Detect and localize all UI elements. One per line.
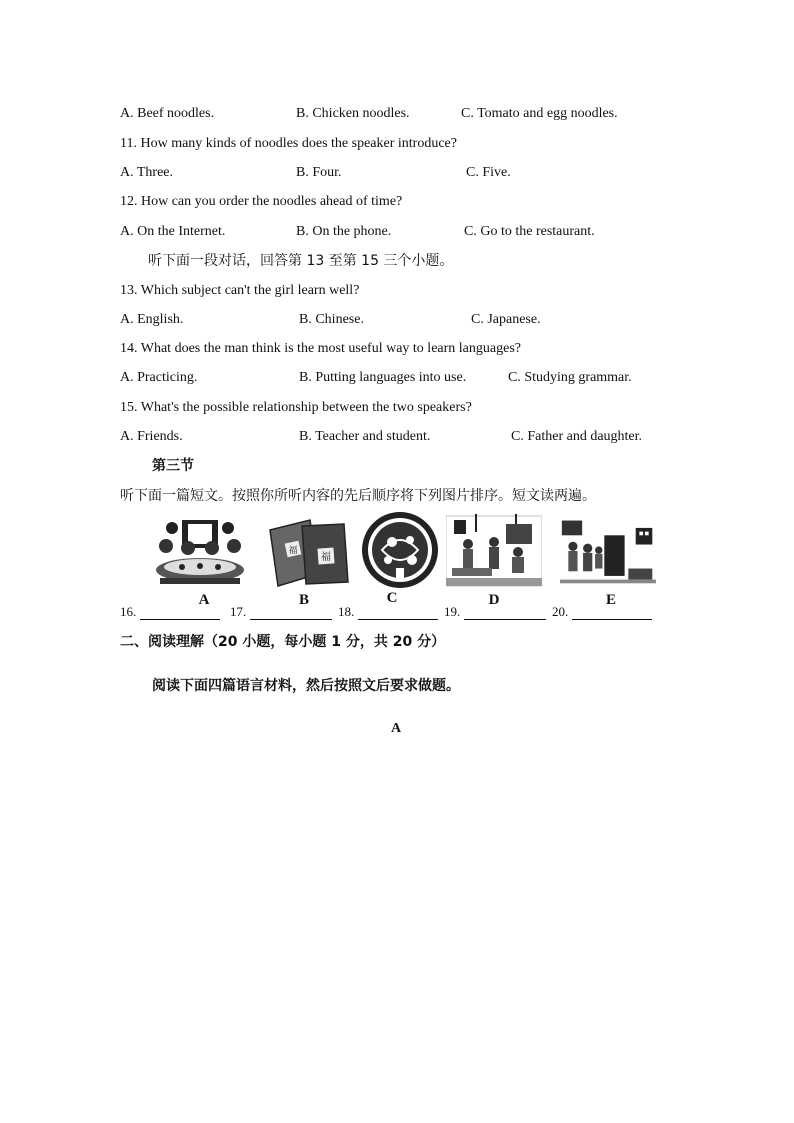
q13-option-b: B. Chinese. xyxy=(299,312,364,327)
answer-line-18[interactable] xyxy=(358,605,438,620)
q10-option-b: B. Chicken noodles. xyxy=(296,106,410,121)
answer-blank-18[interactable] xyxy=(338,604,438,620)
picture-label-a: A xyxy=(198,592,210,608)
family-room-icon xyxy=(446,512,542,590)
answer-line-19[interactable] xyxy=(464,605,546,620)
picture-label-d: D xyxy=(488,592,500,608)
picture-label-b: B xyxy=(298,592,309,608)
paper-cut-icon xyxy=(352,510,448,590)
svg-text:福: 福 xyxy=(321,552,331,563)
q11-option-b: B. Four. xyxy=(296,165,342,180)
q13-option-a: A. English. xyxy=(120,312,184,327)
q13-stem: 13. Which subject can't the girl learn well? xyxy=(120,283,360,298)
answer-line-20[interactable] xyxy=(572,605,652,620)
q10-option-c: C. Tomato and egg noodles. xyxy=(461,106,618,121)
q14-stem: 14. What does the man think is the most useful way to learn languages? xyxy=(120,341,521,356)
answer-blank-17[interactable] xyxy=(230,604,332,620)
q13-option-c: C. Japanese. xyxy=(471,312,541,327)
answer-number-16: 16. xyxy=(120,604,137,619)
q12-option-b: B. On the phone. xyxy=(296,224,392,239)
family-dinner-icon xyxy=(152,512,248,590)
answer-line-16[interactable] xyxy=(140,605,220,620)
q15-option-b: B. Teacher and student. xyxy=(299,429,431,444)
answer-blank-19[interactable] xyxy=(444,604,546,620)
section3-title: 第三节 xyxy=(152,458,194,474)
part2-instruction: 阅读下面四篇语言材料，然后按照文后要求做题。 xyxy=(152,678,460,694)
picture-label-c: C xyxy=(386,590,398,606)
q14-option-c: C. Studying grammar. xyxy=(508,370,632,385)
q15-option-a: A. Friends. xyxy=(120,429,183,444)
svg-text:福: 福 xyxy=(288,546,298,556)
dialogue-instruction: 听下面一段对话，回答第 13 至第 15 三个小题。 xyxy=(148,253,454,269)
passage-label: A xyxy=(391,721,402,736)
answer-blank-16[interactable] xyxy=(120,604,220,620)
q15-option-c: C. Father and daughter. xyxy=(511,429,643,444)
section3-instruction: 听下面一篇短文。按照你所听内容的先后顺序将下列图片排序。短文读两遍。 xyxy=(120,488,596,504)
q11-stem: 11. How many kinds of noodles does the speaker introduce? xyxy=(120,136,457,151)
doorway-visit-icon xyxy=(560,512,656,590)
q14-option-a: A. Practicing. xyxy=(120,370,198,385)
answer-number-19: 19. xyxy=(444,604,461,619)
q12-stem: 12. How can you order the noodles ahead of time? xyxy=(120,194,403,209)
q11-option-c: C. Five. xyxy=(466,165,511,180)
picture-label-e: E xyxy=(605,592,616,608)
q12-option-c: C. Go to the restaurant. xyxy=(464,224,595,239)
answer-number-18: 18. xyxy=(338,604,355,619)
red-envelope-icon xyxy=(262,512,358,590)
answer-number-20: 20. xyxy=(552,604,569,619)
answer-blank-20[interactable] xyxy=(552,604,652,620)
q10-option-a: A. Beef noodles. xyxy=(120,106,215,121)
part2-heading: 二、阅读理解（20 小题，每小题 1 分，共 20 分） xyxy=(120,634,446,650)
q11-option-a: A. Three. xyxy=(120,165,173,180)
answer-line-17[interactable] xyxy=(250,605,332,620)
q15-stem: 15. What's the possible relationship between the two speakers? xyxy=(120,400,472,415)
q12-option-a: A. On the Internet. xyxy=(120,224,226,239)
q14-option-b: B. Putting languages into use. xyxy=(299,370,467,385)
answer-number-17: 17. xyxy=(230,604,247,619)
